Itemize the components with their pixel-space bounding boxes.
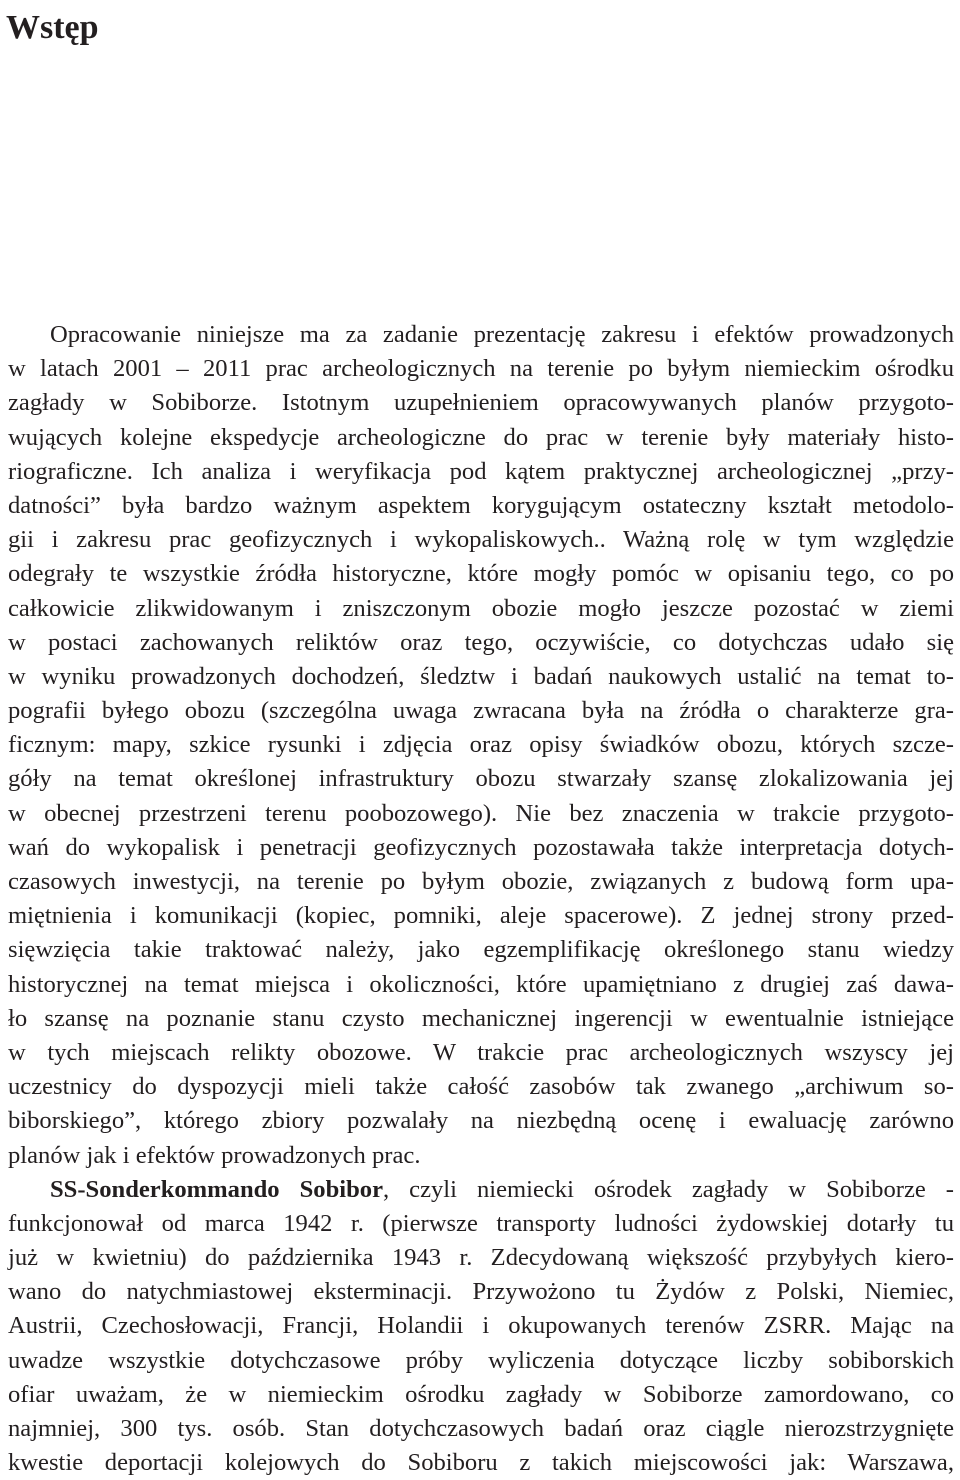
text-line: w obecnej przestrzeni terenu poobozowego). Nie bez znaczenia w trakcie przygoto-	[8, 799, 954, 827]
text-line	[8, 1173, 954, 1207]
text-line: Opracowanie niniejsze ma za zadanie prezentację zakresu i efektów prowadzonych	[50, 321, 954, 348]
text-line: historycznej na temat miejsca i okoliczności, które upamiętniano z drugiej zaś dawa-	[8, 970, 954, 998]
text-line: wujących kolejne ekspedycje archeologiczne do prac w terenie były materiały histo-	[8, 423, 954, 451]
body-text	[8, 318, 954, 1480]
text-line: uczestnicy do dyspozycji mieli także całość zasobów tak zwanego „archiwum so-	[8, 1073, 954, 1101]
text-line: gii i zakresu prac geofizycznych i wykopaliskowych.. Ważną rolę w tym względzie	[8, 526, 954, 554]
text-line: datności” była bardzo ważnym aspektem korygującym ostateczny kształt metodolo-	[8, 491, 954, 519]
text-line: kwestie deportacji kolejowych do Sobiboru z takich miejscowości jak: Warszawa,	[8, 1449, 954, 1477]
text-line: odegrały te wszystkie źródła historyczne, które mogły pomóc w opisaniu tego, co po	[8, 560, 954, 588]
text-line: wań do wykopalisk i penetracji geofizycznych pozostawała także interpretacja dotych-	[8, 833, 954, 861]
paragraph-2	[8, 1173, 954, 1480]
text-line: całkowicie zlikwidowanym i zniszczonym obozie mogło jeszcze pozostać w ziemi	[8, 594, 954, 622]
text-line: w wyniku prowadzonych dochodzeń, śledztw i badań naukowych ustalić na temat to-	[8, 662, 954, 690]
text-line: pografii byłego obozu (szczególna uwaga zwracana była na źródła o charakterze gra-	[8, 697, 954, 725]
text-line: w postaci zachowanych reliktów oraz tego, oczywiście, co dotychczas udało się	[8, 628, 954, 656]
text-line: ofiar uważam, że w niemieckim ośrodku zagłady w Sobiborze zamordowano, co	[8, 1380, 954, 1408]
text-line: uwadze wszystkie dotychczasowe próby wyliczenia dotyczące liczby sobiborskich	[8, 1346, 954, 1374]
text-line: Austrii, Czechosłowacji, Francji, Holandii i okupowanych terenów ZSRR. Mając na	[8, 1312, 954, 1340]
text-line: zagłady w Sobiborze. Istotnym uzupełnieniem opracowywanych planów przygoto-	[8, 389, 954, 417]
text-line: góły na temat określonej infrastruktury obozu stwarzały szansę zlokalizowania jej	[8, 765, 954, 793]
text-line: biborskiego”, którego zbiory pozwalały na niezbędną ocenę i ewaluację zarówno	[8, 1107, 954, 1135]
text-line: sięwzięcia takie traktować należy, jako egzemplifikację określonego stanu wiedzy	[8, 936, 954, 964]
text-line: już w kwietniu) do października 1943 r. Zdecydowaną większość przybyłych kiero-	[8, 1244, 954, 1272]
text-line: planów jak i efektów prowadzonych prac.	[8, 1141, 421, 1169]
paragraph-1	[8, 318, 954, 1173]
text-line: ficznym: mapy, szkice rysunki i zdjęcia oraz opisy świadków obozu, których szcze-	[8, 731, 954, 759]
page-title: Wstęp	[6, 9, 99, 46]
text-line: w tych miejscach relikty obozowe. W trakcie prac archeologicznych wszyscy jej	[8, 1038, 954, 1066]
bold-term: SS-Sonderkommando Sobibor	[50, 1175, 383, 1203]
text-line: riograficzne. Ich analiza i weryfikacja pod kątem praktycznej archeologicznej „przy-	[8, 457, 954, 485]
text-line: ło szansę na poznanie stanu czysto mechanicznej ingerencji w ewentualnie istniejące	[8, 1004, 954, 1032]
text-run: , czyli niemiecki ośrodek zagłady w Sobiborze -	[383, 1175, 954, 1203]
text-line: funkcjonował od marca 1942 r. (pierwsze transporty ludności żydowskiej dotarły tu	[8, 1209, 954, 1237]
text-line: wano do natychmiastowej eksterminacji. Przywożono tu Żydów z Polski, Niemiec,	[8, 1278, 954, 1306]
text-line: w latach 2001 – 2011 prac archeologicznych na terenie po byłym niemieckim ośrodku	[8, 355, 954, 383]
text-line: miętnienia i komunikacji (kopiec, pomniki, aleje spacerowe). Z jednej strony przed-	[8, 902, 954, 930]
text-line: czasowych inwestycji, na terenie po byłym obozie, związanych z budową form upa-	[8, 868, 954, 895]
text-line: najmniej, 300 tys. osób. Stan dotychczasowych badań oraz ciągle nierozstrzygnięte	[8, 1415, 954, 1442]
